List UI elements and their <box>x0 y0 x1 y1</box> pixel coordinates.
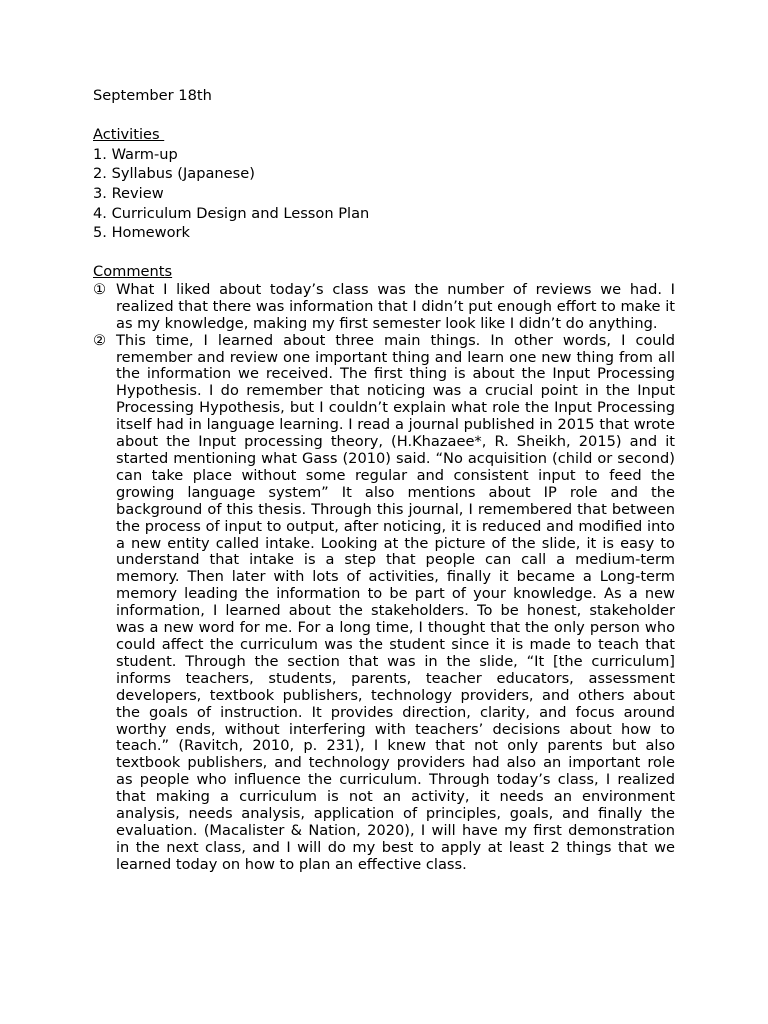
comment-text: This time, I learned about three main things. In other words, I could remember and review one important thing and learn one new thing from all the information we received. The first thing is about the Input Processing Hypothesis. I do remember that noticing was a crucial point in the Input Processing Hypothesis, but I couldn’t explain what role the Input Processing itself had in language learning. I read a journal published in 2015 that wrote about the Input processing theory, (H.Khazaee*, R. Sheikh, 2015) and it started mentioning what Gass (2010) said. “No acquisition (child or second) can take place without some regular and consistent input to feed the growing language system” It also mentions about IP role and the background of this thesis. Through this journal, I remembered that between the process of input to output, after noticing, it is reduced and modified into a new entity called intake. Looking at the picture of the slide, it is easy to understand that intake is a step that people can call a medium-term memory. Then later with lots of activities, finally it became a Long-term memory leading the information to be part of your knowledge. As a new information, I learned about the stakeholders. To be honest, stakeholder was a new word for me. For a long time, I thought that the only person who could affect the curriculum was the student since it is made to teach that student. Through the section that was in the slide, “It [the curriculum] informs teachers, students, parents, teacher educators, assessment developers, textbook publishers, technology providers, and others about the goals of instruction. It provides direction, clarity, and focus around worthy ends, without interfering with teachers’ decisions about how to teach.” (Ravitch, 2010, p. 231), I knew that not only parents but also textbook publishers, and technology providers had also an important role as people who influence the curriculum. Through today’s class, I realized that making a curriculum is not an activity, it needs an environment analysis, needs analysis, application of principles, goals, and finally the evaluation. (Macalister & Nation, 2020), I will have my first demonstration in the next class, and I will do my best to apply at least 2 things that we learned today on how to plan an effective class. <box>116 331 675 873</box>
comments-heading: Comments <box>93 263 173 281</box>
activity-item: 3. Review <box>93 184 164 202</box>
comment-marker: ① <box>93 280 107 298</box>
activities-heading: Activities <box>93 126 165 144</box>
activity-item: 5. Homework <box>93 224 190 242</box>
comment-item <box>93 282 675 333</box>
comment-text: What I liked about today’s class was the number of reviews we had. I realized that there was information that I didn’t put enough effort to make it as my knowledge, making my first semester look like I didn’t do anything. <box>116 280 675 332</box>
comments-list <box>93 282 675 874</box>
comment-marker: ② <box>93 331 107 349</box>
document-page <box>93 86 675 874</box>
spacer <box>93 106 675 126</box>
comment-item <box>93 333 675 874</box>
spacer <box>93 243 675 263</box>
activity-item: 2. Syllabus (Japanese) <box>93 165 255 183</box>
activity-item: 4. Curriculum Design and Lesson Plan <box>93 204 370 222</box>
activity-item: 1. Warm-up <box>93 145 178 163</box>
document-date: September 18th <box>93 87 212 104</box>
